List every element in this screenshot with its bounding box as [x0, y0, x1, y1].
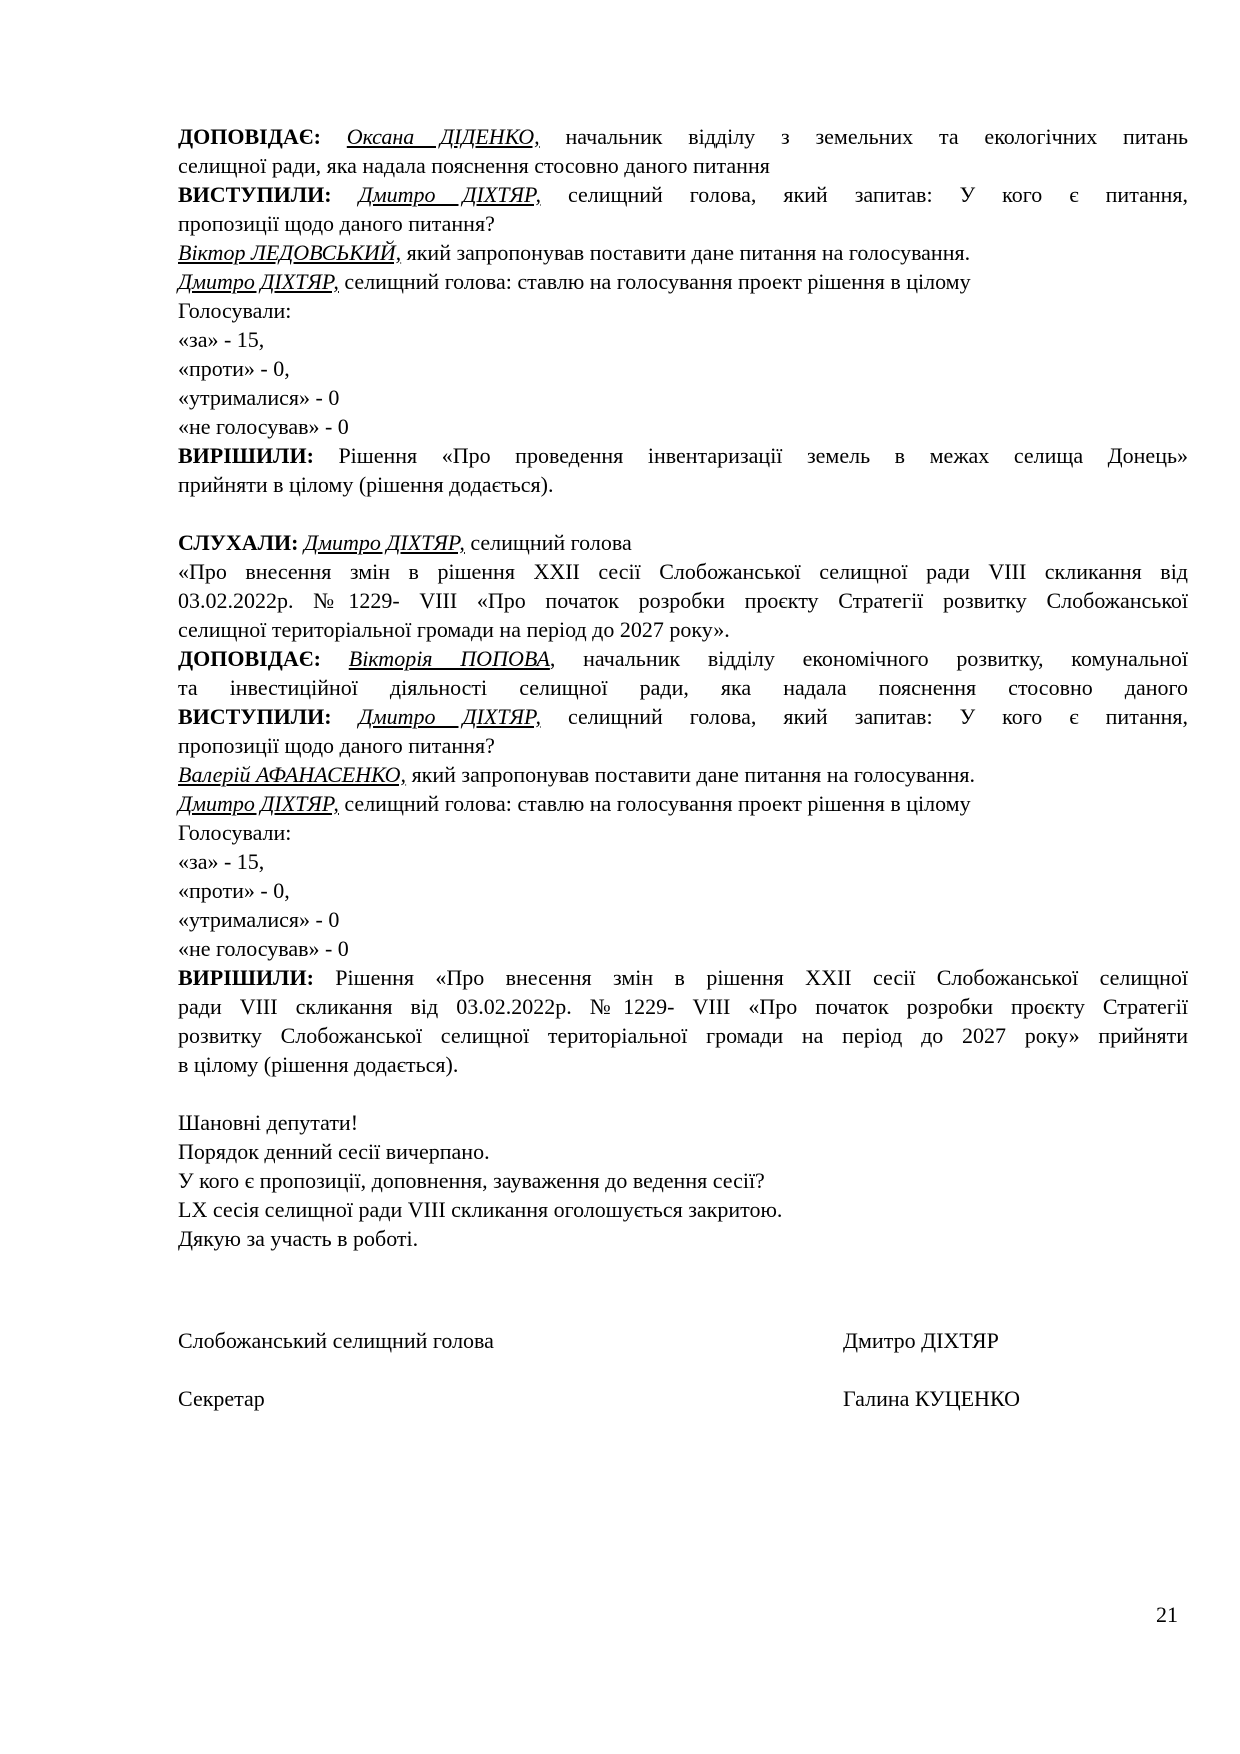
signature-row: [178, 1326, 1188, 1355]
reporter-line: [178, 122, 1188, 151]
proposer-name: Віктор ЛЕДОВСЬКИЙ,: [178, 240, 402, 265]
speaker-text: селищний голова, який запитав: У кого є питання,: [540, 704, 1189, 729]
heard-text: селищний голова: [464, 530, 632, 555]
votes-abstained: «утрималися» - 0: [178, 385, 340, 410]
reporter-line: [178, 644, 1188, 673]
chair-text: селищний голова: ставлю на голосування проект рішення в цілому: [338, 791, 971, 816]
signature-name: Галина КУЦЕНКО: [843, 1386, 1020, 1411]
speakers-label: ВИСТУПИЛИ:: [178, 704, 332, 729]
topic-line: 03.02.2022р. №1229- VIII «Про початок розробки проєкту Стратегії розвитку Слобожанської: [178, 588, 1188, 613]
speakers-label: ВИСТУПИЛИ:: [178, 182, 332, 207]
heard-label: СЛУХАЛИ:: [178, 530, 299, 555]
proposal-text: який запропонував поставити дане питання на голосування.: [406, 762, 976, 787]
section-spacer: [178, 1297, 1188, 1326]
signature-name: Дмитро ДІХТЯР: [843, 1328, 999, 1353]
closing-line: У кого є пропозиції, доповнення, зауваження до ведення сесії?: [178, 1168, 765, 1193]
votes-heading: Голосували:: [178, 298, 292, 323]
closing-line: LX сесія селищної ради VIII скликання оголошується закритою.: [178, 1197, 783, 1222]
speakers-line-cont: пропозиції щодо даного питання?: [178, 733, 495, 758]
speakers-line: [178, 702, 1188, 731]
speakers-line-cont: пропозиції щодо даного питання?: [178, 211, 495, 236]
signature-role: Секретар: [178, 1386, 265, 1411]
heard-line: [178, 528, 1188, 557]
votes-against: «проти» - 0,: [178, 878, 290, 903]
decision-line-cont: прийняти в цілому (рішення додається).: [178, 472, 554, 497]
proposer-name: Валерій АФАНАСЕНКО,: [178, 762, 407, 787]
speaker-text: селищний голова, який запитав: У кого є питання,: [540, 182, 1189, 207]
votes-heading: Голосували:: [178, 820, 292, 845]
decision-label: ВИРІШИЛИ:: [178, 443, 314, 468]
reporter-text: начальник відділу з земельних та екологічних питань: [539, 124, 1189, 149]
proposal-text: який запропонував поставити дане питання на голосування.: [401, 240, 971, 265]
reporter-line-cont: селищної ради, яка надала пояснення стосовно даного питання: [178, 153, 770, 178]
speaker-name: Дмитро ДІХТЯР,: [358, 704, 541, 729]
reporter-label: ДОПОВІДАЄ:: [178, 646, 321, 671]
decision-line-cont: розвитку Слобожанської селищної територіальної громади на період до 2027 року» прийняти: [178, 1023, 1188, 1048]
decision-text: Рішення «Про проведення інвентаризації земель в межах селища Донець»: [313, 443, 1188, 468]
closing-line: Дякую за участь в роботі.: [178, 1226, 419, 1251]
page-number: 21: [1156, 1602, 1178, 1627]
topic-line: «Про внесення змін в рішення ХХІІ сесії Слобожанської селищної ради VIII скликання від: [178, 559, 1188, 584]
signature-role: Слобожанський селищний голова: [178, 1328, 494, 1353]
chair-name: Дмитро ДІХТЯР,: [178, 791, 339, 816]
decision-line: [178, 441, 1188, 470]
chair-line: [178, 789, 1188, 818]
votes-not-voted: «не голосував» - 0: [178, 936, 349, 961]
votes-for: «за» - 15,: [178, 327, 265, 352]
chair-name: Дмитро ДІХТЯР,: [178, 269, 339, 294]
reporter-name: Оксана ДІДЕНКО,: [346, 124, 540, 149]
votes-abstained: «утрималися» - 0: [178, 907, 340, 932]
signature-spacer: [178, 1355, 1188, 1384]
reporter-name: Вікторія ПОПОВА: [348, 646, 550, 671]
document-page: [178, 122, 1188, 1413]
decision-line: [178, 963, 1188, 992]
reporter-label: ДОПОВІДАЄ:: [178, 124, 321, 149]
decision-label: ВИРІШИЛИ:: [178, 965, 314, 990]
chair-text: селищний голова: ставлю на голосування проект рішення в цілому: [338, 269, 971, 294]
speakers-line: [178, 180, 1188, 209]
decision-line-cont: ради VIII скликання від 03.02.2022р. №1229- VIII «Про початок розробки проєкту Стратегії: [178, 994, 1188, 1019]
closing-line: Порядок денний сесії вичерпано.: [178, 1139, 490, 1164]
reporter-line-cont: та інвестиційної діяльності селищної ради, яка надала пояснення стосовно даного: [178, 675, 1188, 700]
votes-against: «проти» - 0,: [178, 356, 290, 381]
topic-line: селищної територіальної громади на період до 2027 року».: [178, 617, 730, 642]
speaker-name: Дмитро ДІХТЯР,: [358, 182, 541, 207]
section-spacer: [178, 1253, 1188, 1297]
section-spacer: [178, 1079, 1188, 1108]
votes-for: «за» - 15,: [178, 849, 265, 874]
closing-line: Шановні депутати!: [178, 1110, 359, 1135]
proposal-line: [178, 760, 1188, 789]
decision-text: Рішення «Про внесення змін в рішення ХХІІ сесії Слобожанської селищної: [313, 965, 1188, 990]
reporter-text: , начальник відділу економічного розвитку, комунальної: [549, 646, 1188, 671]
chair-line: [178, 267, 1188, 296]
heard-name: Дмитро ДІХТЯР,: [303, 530, 465, 555]
proposal-line: [178, 238, 1188, 267]
votes-not-voted: «не голосував» - 0: [178, 414, 349, 439]
section-spacer: [178, 499, 1188, 528]
signature-row: [178, 1384, 1188, 1413]
decision-line-cont: в цілому (рішення додається).: [178, 1052, 459, 1077]
